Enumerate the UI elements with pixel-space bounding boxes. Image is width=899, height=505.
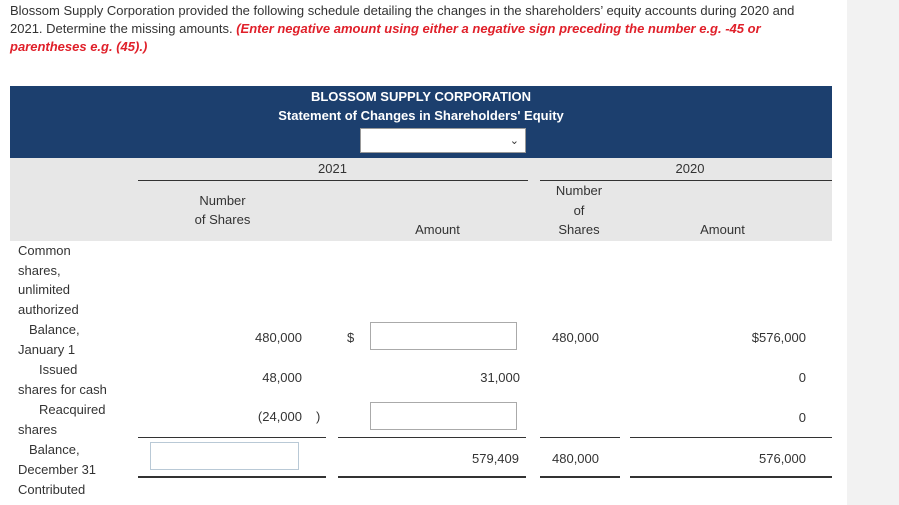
subtotal-rule-amount-2020 (630, 437, 832, 438)
row4-amount-2021: 579,409 (472, 451, 519, 466)
col-amount-2021: Amount (415, 222, 460, 237)
row3-shares-2021-close: ) (316, 409, 321, 424)
year-2020-underline (540, 180, 832, 181)
row-label-line-2: December 31 (18, 461, 97, 477)
row-reacquired-label (18, 400, 106, 439)
row4-shares-2020: 480,000 (552, 451, 599, 466)
col-num-2020-l1: Number (555, 183, 603, 198)
col-number-shares-l2: of Shares (194, 212, 251, 227)
period-select[interactable] (360, 128, 526, 153)
row3-amount-2020: 0 (798, 410, 806, 425)
section-contributed-label: Contributed (18, 482, 86, 497)
row2-amount-2021: 31,000 (480, 370, 520, 385)
row-label-line-2: shares for cash (18, 381, 107, 397)
row1-amount-2020: $576,000 (751, 330, 806, 345)
row4-shares-2021-input[interactable] (150, 442, 299, 470)
year-2020-header: 2020 (675, 161, 705, 176)
row4-amount-2020: 576,000 (759, 451, 806, 466)
year-2021-underline (138, 180, 528, 181)
row3-shares-2021: (24,000 (257, 409, 302, 424)
total-rule-amount-2021 (338, 476, 526, 478)
section-line-4: authorized (18, 301, 79, 317)
right-scroll-gutter (847, 0, 899, 505)
row-balance-jan1-label (18, 320, 80, 359)
year-2021-header: 2021 (318, 161, 347, 176)
section-line-2: shares, (18, 262, 61, 278)
row-label-line-1: Balance, (29, 322, 80, 337)
row-label-line-1: Issued (39, 362, 78, 377)
section-line-3: unlimited (18, 282, 71, 297)
col-num-2020-l2: of (573, 203, 585, 218)
section-common-shares (18, 241, 79, 319)
row-label-line-2: January 1 (18, 341, 76, 357)
total-rule-shares-2021 (138, 476, 326, 478)
row-label-line-1: Balance, (29, 442, 80, 457)
chevron-down-icon: ⌄ (509, 135, 519, 147)
subtotal-rule-shares-2020 (540, 437, 620, 438)
row-label-line-1: Reacquired (39, 402, 106, 417)
row1-shares-2021: 480,000 (255, 330, 302, 345)
row3-amount-2021-input[interactable] (370, 402, 517, 430)
company-name: BLOSSOM SUPPLY CORPORATION (310, 89, 532, 104)
total-rule-shares-2020 (540, 476, 620, 478)
row2-amount-2020: 0 (798, 370, 806, 385)
section-line-1: Common (18, 243, 71, 258)
instructions-text: Blossom Supply Corporation provided the following schedule detailing the changes in the shareholders’ equity accounts during 2020 and 2021. Determine the missing amounts. (10, 3, 795, 36)
total-rule-amount-2020 (630, 476, 832, 478)
col-num-2020-l3: Shares (558, 222, 600, 237)
row2-shares-2021: 48,000 (262, 370, 302, 385)
currency-symbol: $ (347, 330, 355, 345)
subtotal-rule-amount-2021 (338, 437, 526, 438)
instructions-note: (Enter negative amount using either a negative sign preceding the number e.g. -45 or parentheses e.g. (45).) (10, 21, 761, 54)
row-label-line-2: shares (18, 421, 58, 437)
row-balance-dec31-label (18, 440, 96, 479)
row1-shares-2020: 480,000 (552, 330, 599, 345)
row1-amount-2021-input[interactable] (370, 322, 517, 350)
statement-header (10, 86, 832, 158)
statement-title: Statement of Changes in Shareholders' Equity (278, 108, 564, 123)
col-amount-2020: Amount (700, 222, 745, 237)
subtotal-rule-shares-2021 (138, 437, 326, 438)
instructions (10, 2, 830, 56)
col-number-shares-l1: Number (199, 193, 246, 208)
row-issued-label (18, 360, 107, 399)
